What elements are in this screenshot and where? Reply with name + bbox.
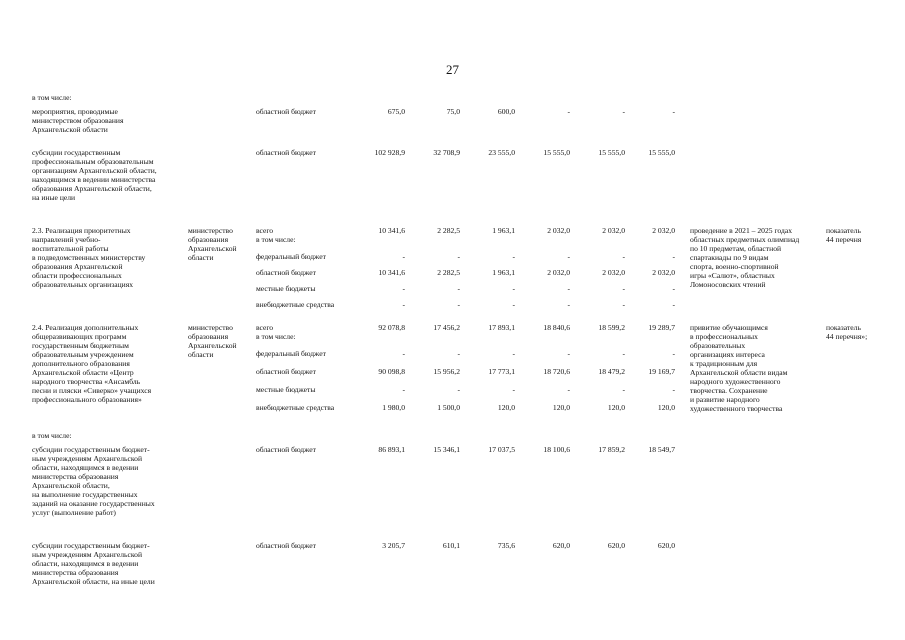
amount-cell: 17 773,1 (488, 367, 515, 376)
amount-cell: - (402, 300, 405, 309)
amount-cell: - (512, 284, 515, 293)
amount-cell: - (622, 284, 625, 293)
amount-cell: - (567, 349, 570, 358)
amount-cell: 120,0 (497, 403, 515, 412)
amount-cell: - (672, 284, 675, 293)
amount-cell: 90 098,8 (378, 367, 405, 376)
funding-source: местные бюджеты (256, 385, 316, 394)
row-subsidies-assignment-label: субсидии государственным бюджет- ным учреждениям Архангельской области, находящимся в ведении министерства образования Архангельской области, на выполнение государственных заданий на оказание государственных услуг (выполнение работ) (32, 445, 155, 517)
amount-cell: 102 928,9 (374, 148, 405, 157)
amount-cell: 17 456,2 (433, 323, 460, 332)
amount-cell: - (672, 385, 675, 394)
funding-source: всего в том числе: (256, 323, 296, 341)
amount-cell: 15 555,0 (543, 148, 570, 157)
amount-cell: - (622, 107, 625, 116)
row-2-3-result: проведение в 2021 – 2025 годах областных предметных олимпиад по 10 предметам, областной спартакиады по 9 видам спорта, военно-спортивной игры «Салют», областных Ломоносовских чтений (690, 226, 800, 289)
funding-source: внебюджетные средства (256, 403, 335, 412)
amount-cell: - (457, 349, 460, 358)
amount-cell: - (567, 252, 570, 261)
amount-cell: 10 341,6 (378, 268, 405, 277)
funding-source: федеральный бюджет (256, 349, 326, 358)
amount-cell: 610,1 (442, 541, 460, 550)
amount-cell: 1 980,0 (382, 403, 405, 412)
amount-cell: 120,0 (607, 403, 625, 412)
amount-cell: 18 720,6 (543, 367, 570, 376)
amount-cell: 19 289,7 (648, 323, 675, 332)
amount-cell: 23 555,0 (488, 148, 515, 157)
amount-cell: 17 893,1 (488, 323, 515, 332)
amount-cell: 18 840,6 (543, 323, 570, 332)
amount-cell: 92 078,8 (378, 323, 405, 332)
amount-cell: 18 599,2 (598, 323, 625, 332)
amount-cell: 18 549,7 (648, 445, 675, 454)
amount-cell: - (672, 107, 675, 116)
amount-cell: 2 282,5 (437, 268, 460, 277)
amount-cell: - (622, 385, 625, 394)
amount-cell: 19 169,7 (648, 367, 675, 376)
amount-cell: 17 037,5 (488, 445, 515, 454)
amount-cell: 15 555,0 (598, 148, 625, 157)
funding-source: местные бюджеты (256, 284, 316, 293)
amount-cell: 15 346,1 (433, 445, 460, 454)
amount-cell: 18 479,2 (598, 367, 625, 376)
row-2-4-executor: министерство образования Архангельской области (188, 323, 237, 359)
row-2-4-label: 2.4. Реализация дополнительных общеразвивающих программ государственным бюджетным образовательным учреждением дополнительного образования Архангельской области «Центр народного творчества «Ансамбль песни и пляски «Сиверко» учащихся профессионального образования» (32, 323, 152, 404)
row-subsidies-other-2-label: субсидии государственным бюджет- ным учреждениям Архангельской области, находящимся в ведении министерства образования Архангельской области, на иные цели (32, 541, 155, 586)
amount-cell: 75,0 (446, 107, 460, 116)
funding-source: областной бюджет (256, 445, 316, 454)
amount-cell: 17 859,2 (598, 445, 625, 454)
amount-cell: 2 032,0 (602, 226, 625, 235)
intro-note-2-label: в том числе: (32, 431, 72, 440)
amount-cell: 1 963,1 (492, 268, 515, 277)
amount-cell: 10 341,6 (378, 226, 405, 235)
amount-cell: 15 555,0 (648, 148, 675, 157)
amount-cell: 15 956,2 (433, 367, 460, 376)
amount-cell: - (402, 284, 405, 293)
funding-source: всего в том числе: (256, 226, 296, 244)
amount-cell: - (622, 349, 625, 358)
funding-source: областной бюджет (256, 367, 316, 376)
amount-cell: - (567, 300, 570, 309)
amount-cell: - (512, 252, 515, 261)
amount-cell: 735,6 (497, 541, 515, 550)
amount-cell: - (402, 252, 405, 261)
amount-cell: 620,0 (607, 541, 625, 550)
amount-cell: 2 032,0 (652, 226, 675, 235)
amount-cell: 2 032,0 (547, 268, 570, 277)
row-2-4-indicator: показатель 44 перечня»; (826, 323, 868, 341)
amount-cell: 1 963,1 (492, 226, 515, 235)
amount-cell: - (672, 349, 675, 358)
row-measures-ministry-label: мероприятия, проводимые министерством образования Архангельской области (32, 107, 124, 134)
amount-cell: - (402, 349, 405, 358)
funding-source: внебюджетные средства (256, 300, 335, 309)
amount-cell: - (622, 252, 625, 261)
page-number: 27 (446, 62, 459, 77)
row-2-3-label: 2.3. Реализация приоритетных направлений учебно- воспитательной работы в подведомственных министерству образования Архангельской области профессиональных образовательных организациях (32, 226, 146, 289)
intro-note-label: в том числе: (32, 93, 72, 102)
amount-cell: 1 500,0 (437, 403, 460, 412)
amount-cell: - (672, 252, 675, 261)
amount-cell: 2 032,0 (547, 226, 570, 235)
funding-source: федеральный бюджет (256, 252, 326, 261)
row-2-4-result: привитие обучающимся в профессиональных образовательных организациях интереса к традиционным для Архангельской области видам народного художественного творчества. Сохранение и развитие народного художественного творчества (690, 323, 788, 413)
amount-cell: - (402, 385, 405, 394)
amount-cell: 2 032,0 (602, 268, 625, 277)
amount-cell: 620,0 (552, 541, 570, 550)
amount-cell: 120,0 (657, 403, 675, 412)
amount-cell: - (622, 300, 625, 309)
row-2-3-indicator: показатель 44 перечня (826, 226, 862, 244)
amount-cell: - (672, 300, 675, 309)
row-2-3-executor: министерство образования Архангельской области (188, 226, 237, 262)
amount-cell: - (567, 284, 570, 293)
funding-source: областной бюджет (256, 148, 316, 157)
amount-cell: - (457, 252, 460, 261)
amount-cell: 3 205,7 (382, 541, 405, 550)
amount-cell: 2 032,0 (652, 268, 675, 277)
amount-cell: - (457, 284, 460, 293)
amount-cell: 120,0 (552, 403, 570, 412)
row-subsidies-other-1-label: субсидии государственным профессиональным образовательным организациям Архангельской области, находящимся в ведении министерства образования Архангельской области, на иные цели (32, 148, 157, 202)
amount-cell: - (457, 300, 460, 309)
funding-source: областной бюджет (256, 268, 316, 277)
amount-cell: 620,0 (657, 541, 675, 550)
amount-cell: - (512, 385, 515, 394)
amount-cell: - (512, 349, 515, 358)
funding-source: областной бюджет (256, 107, 316, 116)
amount-cell: 18 100,6 (543, 445, 570, 454)
amount-cell: - (567, 107, 570, 116)
amount-cell: 600,0 (497, 107, 515, 116)
amount-cell: 32 708,9 (433, 148, 460, 157)
amount-cell: 675,0 (387, 107, 405, 116)
funding-source: областной бюджет (256, 541, 316, 550)
amount-cell: 2 282,5 (437, 226, 460, 235)
amount-cell: 86 893,1 (378, 445, 405, 454)
amount-cell: - (457, 385, 460, 394)
amount-cell: - (512, 300, 515, 309)
amount-cell: - (567, 385, 570, 394)
